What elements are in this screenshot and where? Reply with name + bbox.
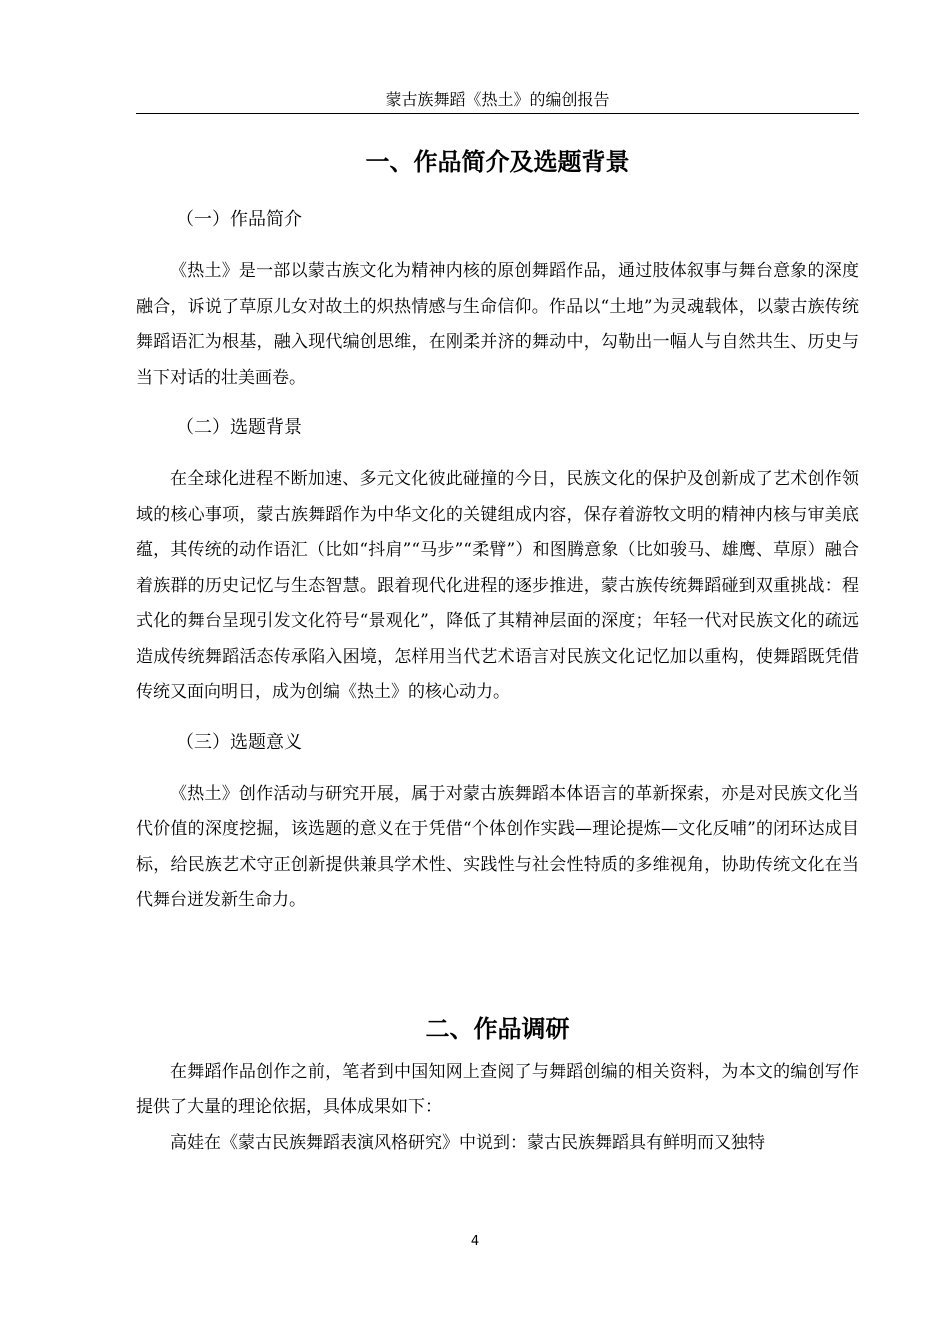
page-body [136, 136, 859, 1161]
subsection-3-paragraph: 《热土》创作活动与研究开展，属于对蒙古族舞蹈本体语言的革新探索，亦是对民族文化当代价值的深度挖掘，该选题的意义在于凭借“个体创作实践—理论提炼—文化反哺”的闭环达成目标，给民族艺术守正创新提供兼具学术性、实践性与社会性特质的多维视角，协助传统文化在当代舞台迸发新生命力。 [136, 783, 859, 910]
page-number: 4 [470, 1234, 480, 1249]
section-2-paragraph-1: 在舞蹈作品创作之前，笔者到中国知网上查阅了与舞蹈创编的相关资料，为本文的编创写作提供了大量的理论依据，具体成果如下： [136, 1061, 859, 1117]
subsection-3-title: （三）选题意义 [176, 731, 302, 753]
subsection-1-title: （一）作品简介 [176, 209, 302, 230]
section-2-paragraph-2: 高娃在《蒙古民族舞蹈表演风格研究》中说到：蒙古民族舞蹈具有鲜明而又独特 [170, 1132, 765, 1153]
section-2-title: 二、作品调研 [425, 1014, 570, 1043]
running-header: 蒙古族舞蹈《热土》的编创报告 [136, 88, 859, 114]
section-spacer [136, 919, 859, 1003]
subsection-2-paragraph: 在全球化进程不断加速、多元文化彼此碰撞的今日，民族文化的保护及创新成了艺术创作领域的核心事项，蒙古族舞蹈作为中华文化的关键组成内容，保存着游牧文明的精神内核与审美底蕴，其传统的动作语汇（比如“抖肩”“马步”“柔臂”）和图腾意象（比如骏马、雄鹰、草原）融合着族群的历史记忆与生态智慧。跟着现代化进程的逐步推进，蒙古族传统舞蹈碰到双重挑战：程式化的舞台呈现引发文化符号“景观化”，降低了其精神层面的深度；年轻一代对民族文化的疏远造成传统舞蹈活态传承陷入困境，怎样用当代艺术语言对民族文化记忆加以重构，使舞蹈既凭借传统又面向明日，成为创编《热土》的核心动力。 [136, 469, 859, 702]
subsection-2-title: （二）选题背景 [176, 417, 302, 438]
section-1-title: 一、作品简介及选题背景 [365, 148, 630, 176]
subsection-1-paragraph: 《热土》是一部以蒙古族文化为精神内核的原创舞蹈作品，通过肢体叙事与舞台意象的深度融合，诉说了草原儿女对故土的炽热情感与生命信仰。作品以“土地”为灵魂载体，以蒙古族传统舞蹈语汇为根基，融入现代编创思维，在刚柔并济的舞动中，勾勒出一幅人与自然共生、历史与当下对话的壮美画卷。 [136, 261, 859, 388]
